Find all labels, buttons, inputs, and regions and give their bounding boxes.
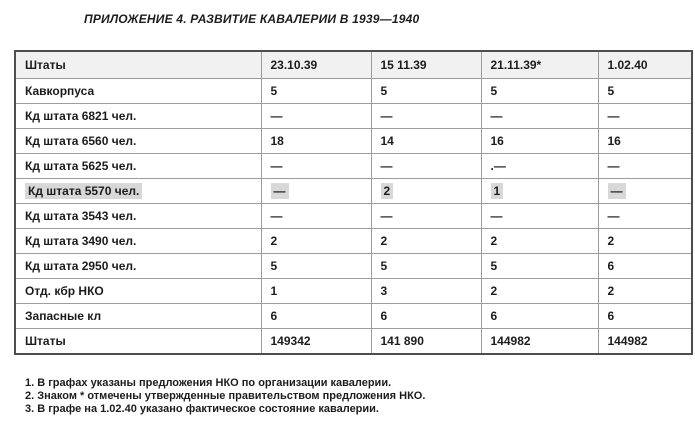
column-header-date-4: 1.02.40 (598, 51, 692, 79)
column-header-date-2: 15 11.39 (371, 51, 481, 79)
row-label: Кд штата 3543 чел. (15, 204, 261, 229)
highlighted-text: — (271, 183, 289, 199)
cell-value: 144982 (598, 329, 692, 355)
cell-value: — (598, 104, 692, 129)
table-row (15, 104, 692, 129)
page-title: ПРИЛОЖЕНИЕ 4. РАЗВИТИЕ КАВАЛЕРИИ В 1939—1940 (84, 12, 420, 26)
highlighted-text: 1 (491, 183, 504, 199)
footnote-1: 1. В графах указаны предложения НКО по организации кавалерии. (25, 377, 392, 389)
cell-value (598, 179, 692, 204)
cell-value: 5 (481, 79, 598, 104)
cell-value: 2 (371, 229, 481, 254)
cell-value (371, 179, 481, 204)
cell-value: 5 (261, 254, 371, 279)
table-body (15, 79, 692, 355)
cell-value: 16 (598, 129, 692, 154)
table-row (15, 254, 692, 279)
cell-value: 2 (598, 229, 692, 254)
cell-value: 14 (371, 129, 481, 154)
cell-value: 5 (371, 254, 481, 279)
cell-value: 6 (598, 254, 692, 279)
cell-value: — (261, 154, 371, 179)
cell-value: 6 (261, 304, 371, 329)
cell-value: 144982 (481, 329, 598, 355)
row-label: Запасные кл (15, 304, 261, 329)
cell-value: 5 (371, 79, 481, 104)
cell-value (481, 179, 598, 204)
table-row (15, 304, 692, 329)
cell-value: — (371, 104, 481, 129)
cell-value: 6 (481, 304, 598, 329)
cell-value: 2 (481, 229, 598, 254)
highlighted-text: — (608, 183, 626, 199)
column-header-shtaty: Штаты (15, 51, 261, 79)
cell-value: 5 (598, 79, 692, 104)
footnote-3: 3. В графе на 1.02.40 указано фактическое состояние кавалерии. (25, 403, 379, 415)
cell-value: — (598, 204, 692, 229)
highlighted-text: 2 (381, 183, 394, 199)
cell-value: 2 (598, 279, 692, 304)
cell-value: — (598, 154, 692, 179)
cell-value: 2 (261, 229, 371, 254)
cell-value: 149342 (261, 329, 371, 355)
cell-value: — (261, 104, 371, 129)
highlighted-text: Кд штата 5570 чел. (25, 183, 142, 199)
row-label: Отд. кбр НКО (15, 279, 261, 304)
row-label: Кд штата 3490 чел. (15, 229, 261, 254)
cell-value: — (261, 204, 371, 229)
cell-value: — (481, 204, 598, 229)
cell-value: 5 (481, 254, 598, 279)
footnotes (25, 377, 425, 416)
table-row (15, 179, 692, 204)
cell-value: 2 (481, 279, 598, 304)
table-row (15, 79, 692, 104)
cell-value: — (371, 154, 481, 179)
cell-value: — (371, 204, 481, 229)
cell-value: 5 (261, 79, 371, 104)
row-label: Кд штата 2950 чел. (15, 254, 261, 279)
table-row (15, 204, 692, 229)
cell-value: 6 (371, 304, 481, 329)
row-label (15, 179, 261, 204)
cell-value: 16 (481, 129, 598, 154)
cell-value: .— (481, 154, 598, 179)
table-row (15, 129, 692, 154)
column-header-date-1: 23.10.39 (261, 51, 371, 79)
cell-value: 6 (598, 304, 692, 329)
row-label: Кд штата 6821 чел. (15, 104, 261, 129)
table-row (15, 229, 692, 254)
row-label: Штаты (15, 329, 261, 355)
table-row (15, 154, 692, 179)
cell-value: 141 890 (371, 329, 481, 355)
row-label: Кд штата 5625 чел. (15, 154, 261, 179)
cell-value: — (481, 104, 598, 129)
cell-value (261, 179, 371, 204)
row-label: Кавкорпуса (15, 79, 261, 104)
row-label: Кд штата 6560 чел. (15, 129, 261, 154)
cell-value: 3 (371, 279, 481, 304)
column-header-date-3: 21.11.39* (481, 51, 598, 79)
cell-value: 18 (261, 129, 371, 154)
table-row (15, 329, 692, 355)
cell-value: 1 (261, 279, 371, 304)
footnote-2: 2. Знаком * отмечены утвержденные правительством предложения НКО. (25, 390, 426, 402)
table-header-row (15, 51, 692, 79)
table-row (15, 279, 692, 304)
cavalry-table (14, 50, 693, 355)
